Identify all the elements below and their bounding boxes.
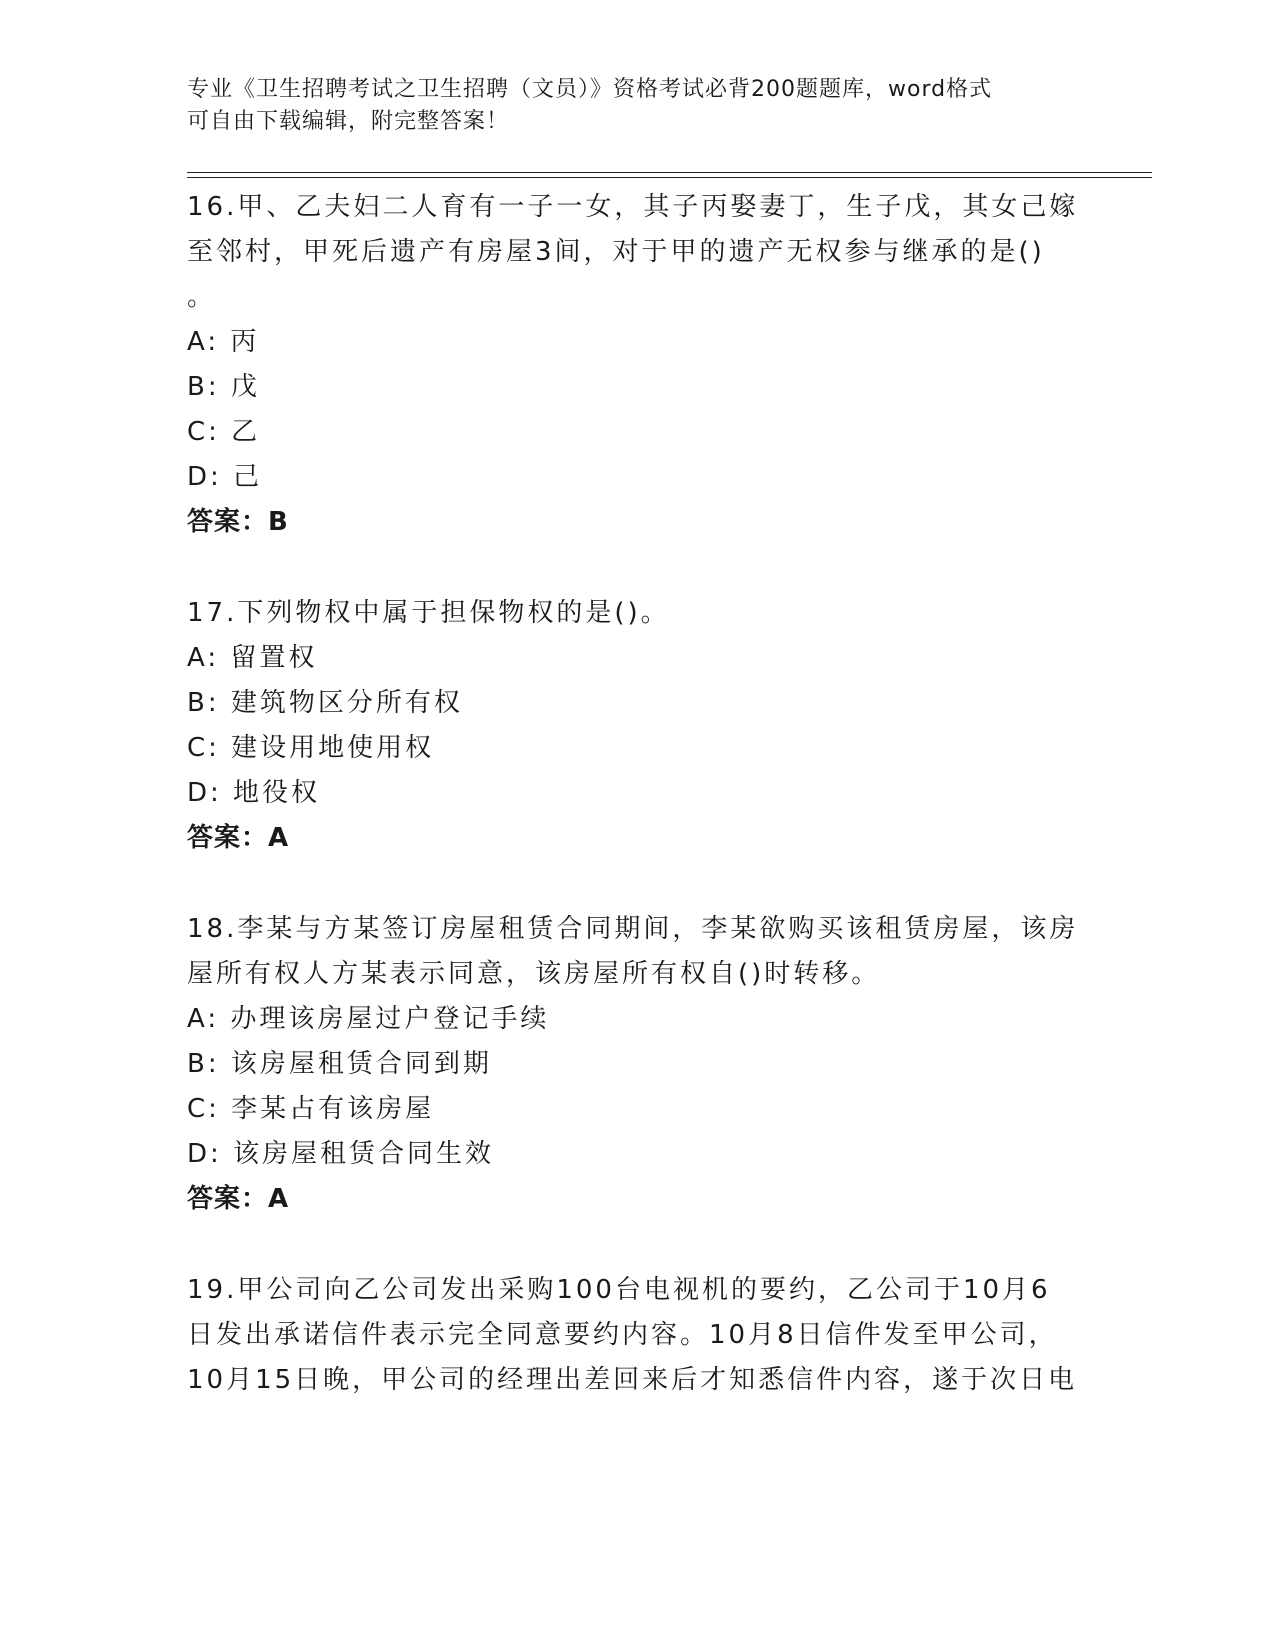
option-a: A: 办理该房屋过户登记手续 <box>187 1004 550 1034</box>
stem-line: 屋所有权人方某表示同意，该房屋所有权自()时转移。 <box>187 959 881 989</box>
stem-line: 19.甲公司向乙公司发出采购100台电视机的要约，乙公司于10月6 <box>187 1275 1051 1305</box>
question-16-stem <box>187 185 1107 320</box>
header-rule-top <box>187 172 1152 173</box>
option-b: B: 戊 <box>187 372 260 402</box>
question-list <box>187 185 1107 1449</box>
stem-line: 。 <box>187 282 217 312</box>
option-a: A: 留置权 <box>187 643 318 673</box>
question-19 <box>187 1268 1107 1403</box>
option-b: B: 建筑物区分所有权 <box>187 688 463 718</box>
document-header <box>187 74 1087 138</box>
stem-line: 16.甲、乙夫妇二人育有一子一女，其子丙娶妻丁，生子戊，其女己嫁 <box>187 192 1079 222</box>
question-17-stem <box>187 591 1107 636</box>
option-c: C: 乙 <box>187 417 261 447</box>
question-16 <box>187 185 1107 545</box>
answer: 答案：A <box>187 1184 290 1214</box>
question-18 <box>187 907 1107 1222</box>
answer: 答案：A <box>187 823 290 853</box>
stem-line: 18.李某与方某签订房屋租赁合同期间，李某欲购买该租赁房屋，该房 <box>187 914 1079 944</box>
option-b: B: 该房屋租赁合同到期 <box>187 1049 492 1079</box>
question-17 <box>187 591 1107 861</box>
question-18-stem <box>187 907 1107 997</box>
option-c: C: 李某占有该房屋 <box>187 1094 435 1124</box>
option-a: A: 丙 <box>187 327 260 357</box>
option-d: D: 该房屋租赁合同生效 <box>187 1139 495 1169</box>
question-19-stem <box>187 1268 1107 1403</box>
option-c: C: 建设用地使用权 <box>187 733 435 763</box>
option-d: D: 地役权 <box>187 778 321 808</box>
option-d: D: 己 <box>187 462 263 492</box>
stem-line: 日发出承诺信件表示完全同意要约内容。10月8日信件发至甲公司， <box>187 1320 1058 1350</box>
stem-line: 10月15日晚，甲公司的经理出差回来后才知悉信件内容，遂于次日电 <box>187 1365 1078 1395</box>
answer: 答案：B <box>187 507 289 537</box>
header-line-2: 可自由下载编辑，附完整答案！ <box>187 109 510 134</box>
stem-line: 17.下列物权中属于担保物权的是()。 <box>187 598 670 628</box>
header-rule-bottom <box>187 177 1152 178</box>
header-line-1: 专业《卫生招聘考试之卫生招聘（文员）》资格考试必背200题题库，word格式 <box>187 77 993 102</box>
stem-line: 至邻村，甲死后遗产有房屋3间，对于甲的遗产无权参与继承的是() <box>187 237 1045 267</box>
